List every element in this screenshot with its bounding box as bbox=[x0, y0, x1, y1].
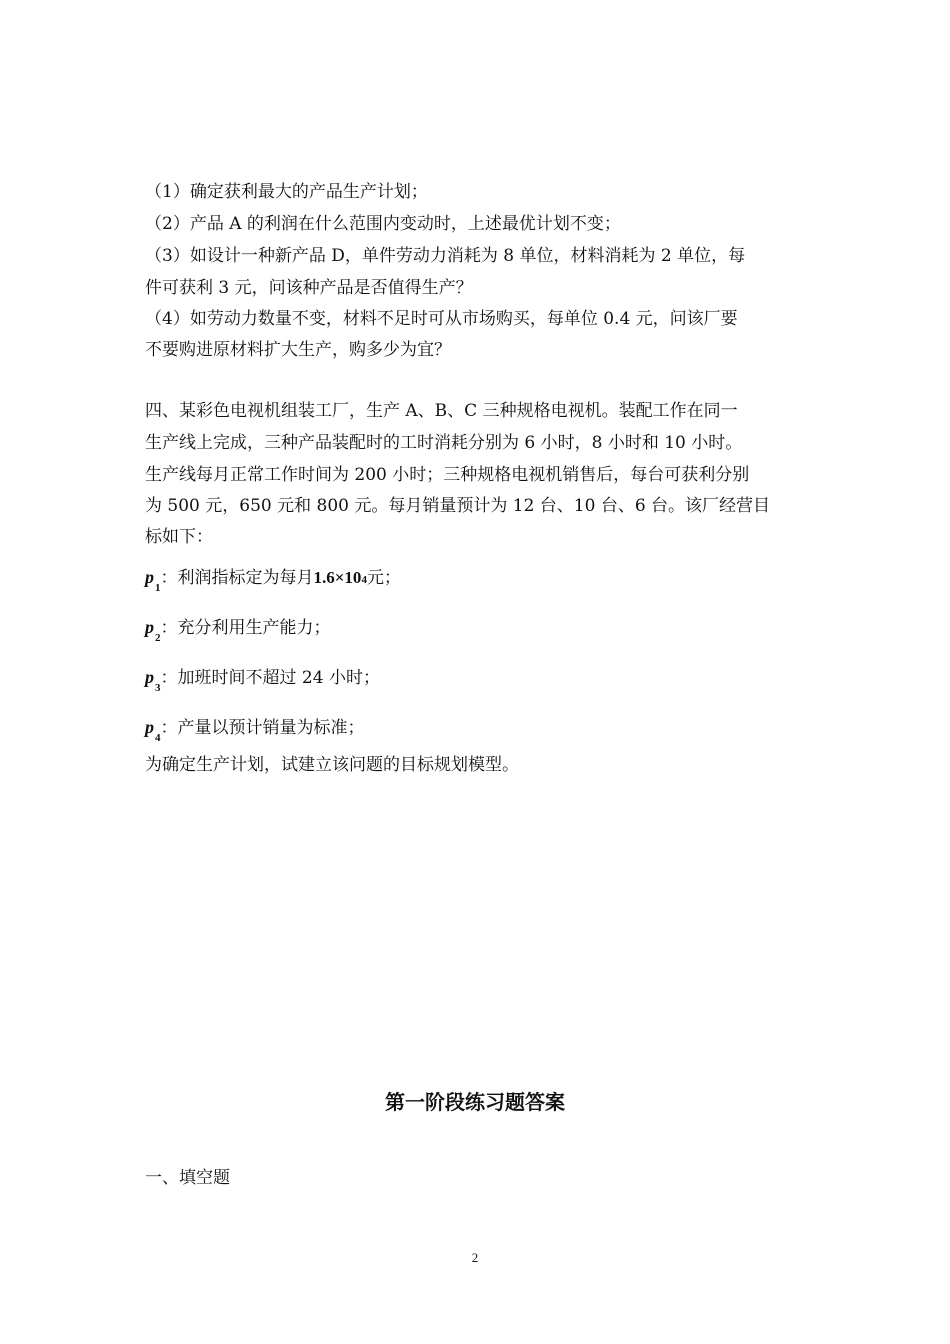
goal-sub: 1 bbox=[155, 582, 161, 594]
goal-text-post: 元； bbox=[366, 568, 401, 588]
problem-4-closing: 为确定生产计划，试建立该问题的目标规划模型。 bbox=[145, 755, 519, 775]
goal-text: ：加班时间不超过 24 小时； bbox=[160, 668, 380, 688]
goal-p4 bbox=[145, 716, 365, 744]
question-3-line-1: （3）如设计一种新产品 D，单件劳动力消耗为 8 单位，材料消耗为 2 单位，每 bbox=[145, 246, 746, 266]
goal-var: p bbox=[145, 667, 154, 687]
problem-4-line-5: 标如下： bbox=[145, 527, 213, 547]
answers-heading: 第一阶段练习题答案 bbox=[385, 1090, 565, 1114]
problem-4-line-2: 生产线上完成，三种产品装配时的工时消耗分别为 6 小时，8 小时和 10 小时。 bbox=[145, 433, 743, 453]
question-4-line-1: （4）如劳动力数量不变，材料不足时可从市场购买，每单位 0.4 元，问该厂要 bbox=[145, 309, 738, 329]
question-2: （2）产品 A 的利润在什么范围内变动时，上述最优计划不变； bbox=[145, 214, 621, 234]
question-4-line-2: 不要购进原材料扩大生产，购多少为宜？ bbox=[145, 340, 451, 360]
goal-var: p bbox=[145, 567, 154, 587]
goal-p2 bbox=[145, 616, 331, 644]
goal-sub: 4 bbox=[155, 732, 161, 744]
goal-text: ：充分利用生产能力； bbox=[160, 618, 331, 638]
goal-p1 bbox=[145, 566, 401, 594]
goal-text: ：利润指标定为每月 bbox=[160, 568, 314, 588]
goal-sub: 2 bbox=[155, 632, 161, 644]
section-heading-fill-in: 一、填空题 bbox=[145, 1168, 230, 1188]
problem-4-line-4: 为 500 元，650 元和 800 元。每月销量预计为 12 台、10 台、6 台。该厂经营目 bbox=[145, 496, 771, 516]
goal-p3 bbox=[145, 666, 380, 694]
page-number: 2 bbox=[471, 1250, 479, 1265]
goal-var: p bbox=[145, 717, 154, 737]
problem-4-line-3: 生产线每月正常工作时间为 200 小时；三种规格电视机销售后，每台可获利分别 bbox=[145, 465, 750, 485]
goal-var: p bbox=[145, 617, 154, 637]
question-1: （1）确定获利最大的产品生产计划； bbox=[145, 182, 428, 202]
problem-4-line-1: 四、某彩色电视机组装工厂，生产 A、B、C 三种规格电视机。装配工作在同一 bbox=[145, 401, 738, 421]
goal-math: 1.6×10 bbox=[313, 568, 362, 587]
goal-text: ：产量以预计销量为标准； bbox=[160, 718, 365, 738]
question-3-line-2: 件可获利 3 元，问该种产品是否值得生产？ bbox=[145, 278, 473, 298]
goal-sub: 3 bbox=[155, 682, 161, 694]
goal-exp: 4 bbox=[361, 574, 367, 586]
